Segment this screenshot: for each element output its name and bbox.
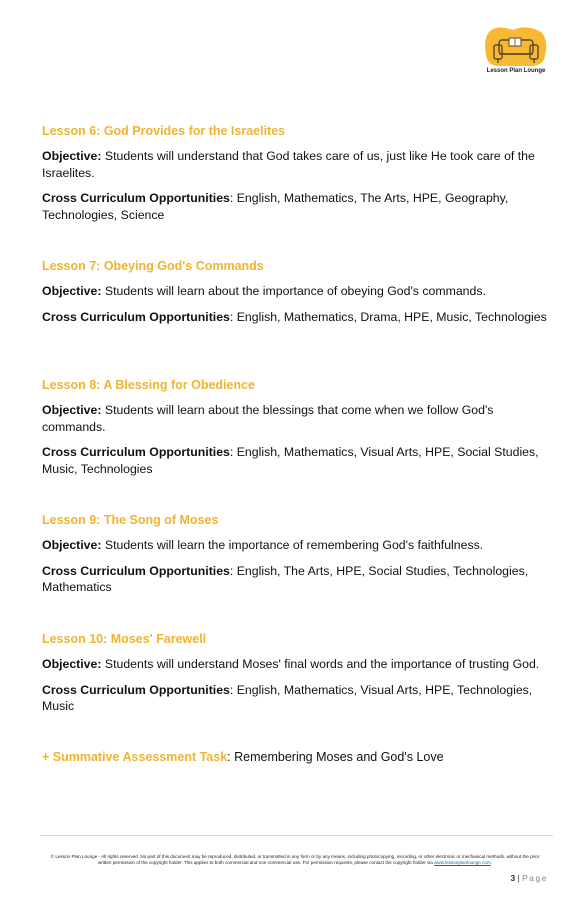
cross-curriculum-label: Cross Curriculum Opportunities bbox=[42, 191, 230, 205]
lesson-title: Lesson 8: A Blessing for Obedience bbox=[42, 378, 256, 392]
objective-text: Students will understand that God takes care of us, just like He took care of the Israelites. bbox=[42, 149, 535, 180]
cross-curriculum-text: : English, The Arts, HPE, Social Studies, Technologies, Mathematics bbox=[42, 563, 529, 594]
objective-label: Objective: bbox=[42, 657, 102, 671]
objective-text: Students will understand Moses' final words and the importance of trusting God. bbox=[104, 657, 540, 671]
objective-text: Students will learn about the blessings that come when we follow God's commands. bbox=[42, 403, 494, 434]
website-link[interactable]: www.lessonplanlounge.com bbox=[434, 860, 491, 865]
objective-paragraph bbox=[42, 283, 547, 300]
cross-curriculum-paragraph bbox=[42, 563, 547, 596]
cross-curriculum-paragraph bbox=[42, 444, 547, 477]
cross-curriculum-paragraph bbox=[42, 309, 547, 326]
lesson-10-section bbox=[42, 632, 547, 724]
page-word: Page bbox=[522, 873, 548, 883]
lesson-9-section bbox=[42, 513, 547, 605]
objective-paragraph bbox=[42, 402, 547, 435]
cross-curriculum-label: Cross Curriculum Opportunities bbox=[42, 309, 230, 324]
cross-curriculum-label: Cross Curriculum Opportunities bbox=[42, 682, 230, 697]
lesson-title: Lesson 6: God Provides for the Israelites bbox=[42, 124, 286, 138]
objective-label: Objective: bbox=[42, 284, 102, 298]
lesson-6-section bbox=[42, 124, 547, 232]
cross-curriculum-paragraph bbox=[42, 682, 547, 715]
objective-text: Students will learn about the importance of obeying God's commands. bbox=[104, 284, 486, 298]
summative-label: + Summative Assessment Task bbox=[42, 750, 228, 764]
link-suffix: . bbox=[490, 860, 493, 865]
lesson-title: Lesson 10: Moses' Farewell bbox=[42, 632, 207, 646]
objective-paragraph bbox=[42, 537, 547, 554]
lesson-title: Lesson 9: The Song of Moses bbox=[42, 513, 219, 527]
copyright-text: © Lesson Plan Lounge - All rights reserved. No part of this document may be reproduced, distributed, or transmitted in any form or by any means, including photocopying, recording, or other electronic or mechanical methods, without the prior written permission of the copyright holder. This applies to both commercial and non-commercial use. For permission requests, please contact the copyright holder via bbox=[50, 854, 540, 865]
footer-divider bbox=[40, 835, 553, 836]
page-number-value: 3 bbox=[510, 873, 516, 883]
logo-caption: Lesson Plan Lounge bbox=[486, 68, 546, 74]
cross-curriculum-text: : English, Mathematics, Visual Arts, HPE, Social Studies, Music, Technologies bbox=[42, 445, 539, 476]
cross-curriculum-paragraph bbox=[42, 190, 547, 223]
cross-curriculum-text: : English, Mathematics, Drama, HPE, Music, Technologies bbox=[229, 309, 547, 324]
objective-text: Students will learn the importance of remembering God's faithfulness. bbox=[104, 538, 484, 552]
footer-copyright bbox=[44, 854, 546, 866]
lesson-8-section bbox=[42, 378, 547, 486]
objective-paragraph bbox=[42, 148, 547, 181]
objective-paragraph bbox=[42, 656, 547, 673]
objective-label: Objective: bbox=[42, 403, 102, 417]
lesson-7-section bbox=[42, 259, 547, 334]
page-separator: | bbox=[515, 873, 523, 883]
cross-curriculum-text: : English, Mathematics, Visual Arts, HPE, Technologies, Music bbox=[42, 682, 533, 713]
lesson-title: Lesson 7: Obeying God's Commands bbox=[42, 259, 264, 273]
summative-assessment-line bbox=[42, 750, 444, 765]
cross-curriculum-text: : English, Mathematics, The Arts, HPE, Geography, Technologies, Science bbox=[42, 191, 509, 222]
objective-label: Objective: bbox=[42, 538, 102, 552]
page-number bbox=[510, 873, 548, 883]
objective-label: Objective: bbox=[42, 149, 102, 163]
cross-curriculum-label: Cross Curriculum Opportunities bbox=[42, 445, 230, 459]
cross-curriculum-label: Cross Curriculum Opportunities bbox=[42, 563, 230, 578]
summative-text: : Remembering Moses and God's Love bbox=[227, 750, 444, 764]
